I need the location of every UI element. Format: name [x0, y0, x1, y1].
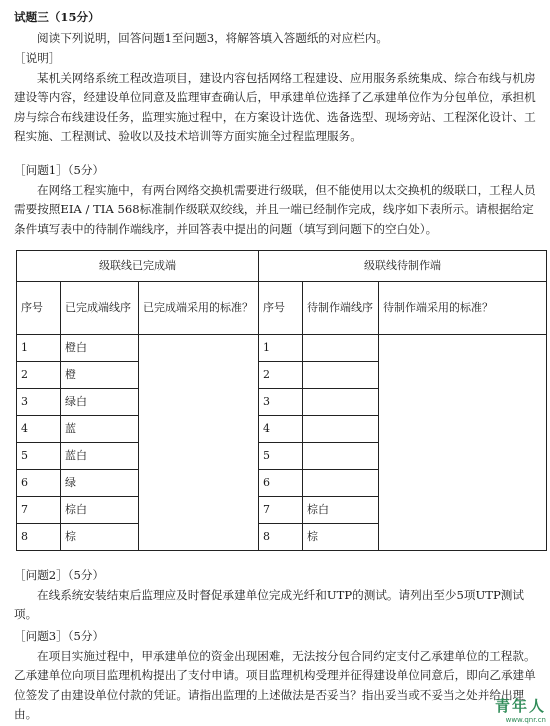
row-todo-order: 棕白 — [303, 497, 379, 524]
col-header-no2: 序号 — [259, 282, 303, 335]
row-no2: 5 — [259, 443, 303, 470]
question-heading: 试题三（15分） — [14, 10, 100, 24]
col-header-done-order: 已完成端线序 — [61, 282, 139, 335]
q1-paragraph: 在网络工程实施中，有两台网络交换机需要进行级联，但不能使用以太交换机的级联口，工程人员需要按照EIA / TIA 568标准制作级联双绞线，并且一端已经制作完成，线序如下表所示。请根据给定条件填写表中的待制作端线序，并回答表中提出的问题（填写到问题下的空白处）。 — [14, 183, 536, 236]
row-done-order: 蓝白 — [61, 443, 139, 470]
row-no: 3 — [17, 389, 61, 416]
row-no: 8 — [17, 524, 61, 551]
q1-label: ［问题1］（5分） — [14, 163, 105, 177]
row-no: 4 — [17, 416, 61, 443]
table-row — [17, 335, 547, 362]
done-std-answer-cell — [139, 335, 259, 551]
row-no2: 4 — [259, 416, 303, 443]
row-no: 1 — [17, 335, 61, 362]
watermark-url: www.qnr.cn — [505, 716, 546, 724]
explain-label: ［说明］ — [14, 51, 61, 65]
row-no2: 2 — [259, 362, 303, 389]
row-no: 6 — [17, 470, 61, 497]
row-todo-order — [303, 416, 379, 443]
row-no: 5 — [17, 443, 61, 470]
row-no2: 3 — [259, 389, 303, 416]
col-header-no: 序号 — [17, 282, 61, 335]
row-done-order: 蓝 — [61, 416, 139, 443]
q2-label: ［问题2］（5分） — [14, 568, 105, 582]
row-no: 7 — [17, 497, 61, 524]
row-todo-order — [303, 335, 379, 362]
row-done-order: 绿 — [61, 470, 139, 497]
row-done-order: 棕 — [61, 524, 139, 551]
row-todo-order — [303, 470, 379, 497]
todo-std-answer-cell — [379, 335, 547, 551]
row-done-order: 橙白 — [61, 335, 139, 362]
watermark-text: 青年人 — [494, 696, 546, 715]
row-no: 2 — [17, 362, 61, 389]
cable-order-table — [16, 250, 547, 551]
row-no2: 8 — [259, 524, 303, 551]
col-header-todo-order: 待制作端线序 — [303, 282, 379, 335]
row-done-order: 绿白 — [61, 389, 139, 416]
row-todo-order: 棕 — [303, 524, 379, 551]
col-header-done-std: 已完成端采用的标准？ — [139, 282, 259, 335]
row-no2: 6 — [259, 470, 303, 497]
group-header-done: 级联线已完成端 — [17, 251, 259, 282]
row-todo-order — [303, 362, 379, 389]
q3-label: ［问题3］（5分） — [14, 629, 105, 643]
row-done-order: 棕白 — [61, 497, 139, 524]
site-watermark — [495, 697, 546, 724]
row-done-order: 橙 — [61, 362, 139, 389]
row-todo-order — [303, 443, 379, 470]
q3-paragraph: 在项目实施过程中，甲承建单位的资金出现困难，无法按分包合同约定支付乙承建单位的工程款。乙承建单位向项目监理机构提出了支付申请。项目监理机构受理并征得建设单位同意后，即向乙承建单位签发了由建设单位付款的凭证。请指出监理的上述做法是否妥当？指出妥当或不妥当之处并给出理由。 — [14, 649, 536, 722]
col-header-todo-std: 待制作端采用的标准？ — [379, 282, 547, 335]
row-no2: 7 — [259, 497, 303, 524]
explain-paragraph: 某机关网络系统工程改造项目，建设内容包括网络工程建设、应用服务系统集成、综合布线与机房建设等内容，经建设单位同意及监理审查确认后，甲承建单位选择了乙承建单位作为分包单位，承担机房与综合布线建设任务，监理实施过程中，在方案设计选优、选备选型、现场旁站、工程深化设计、工程实施、工程测试、验收以及技术培训等方面实施全过程监理服务。 — [14, 71, 536, 144]
instruction-text: 阅读下列说明，回答问题1至问题3，将解答填入答题纸的对应栏内。 — [37, 31, 388, 45]
row-todo-order — [303, 389, 379, 416]
q2-paragraph: 在线系统安装结束后监理应及时督促承建单位完成光纤和UTP的测试。请列出至少5项UTP测试项。 — [14, 588, 524, 622]
row-no2: 1 — [259, 335, 303, 362]
group-header-todo: 级联线待制作端 — [259, 251, 547, 282]
